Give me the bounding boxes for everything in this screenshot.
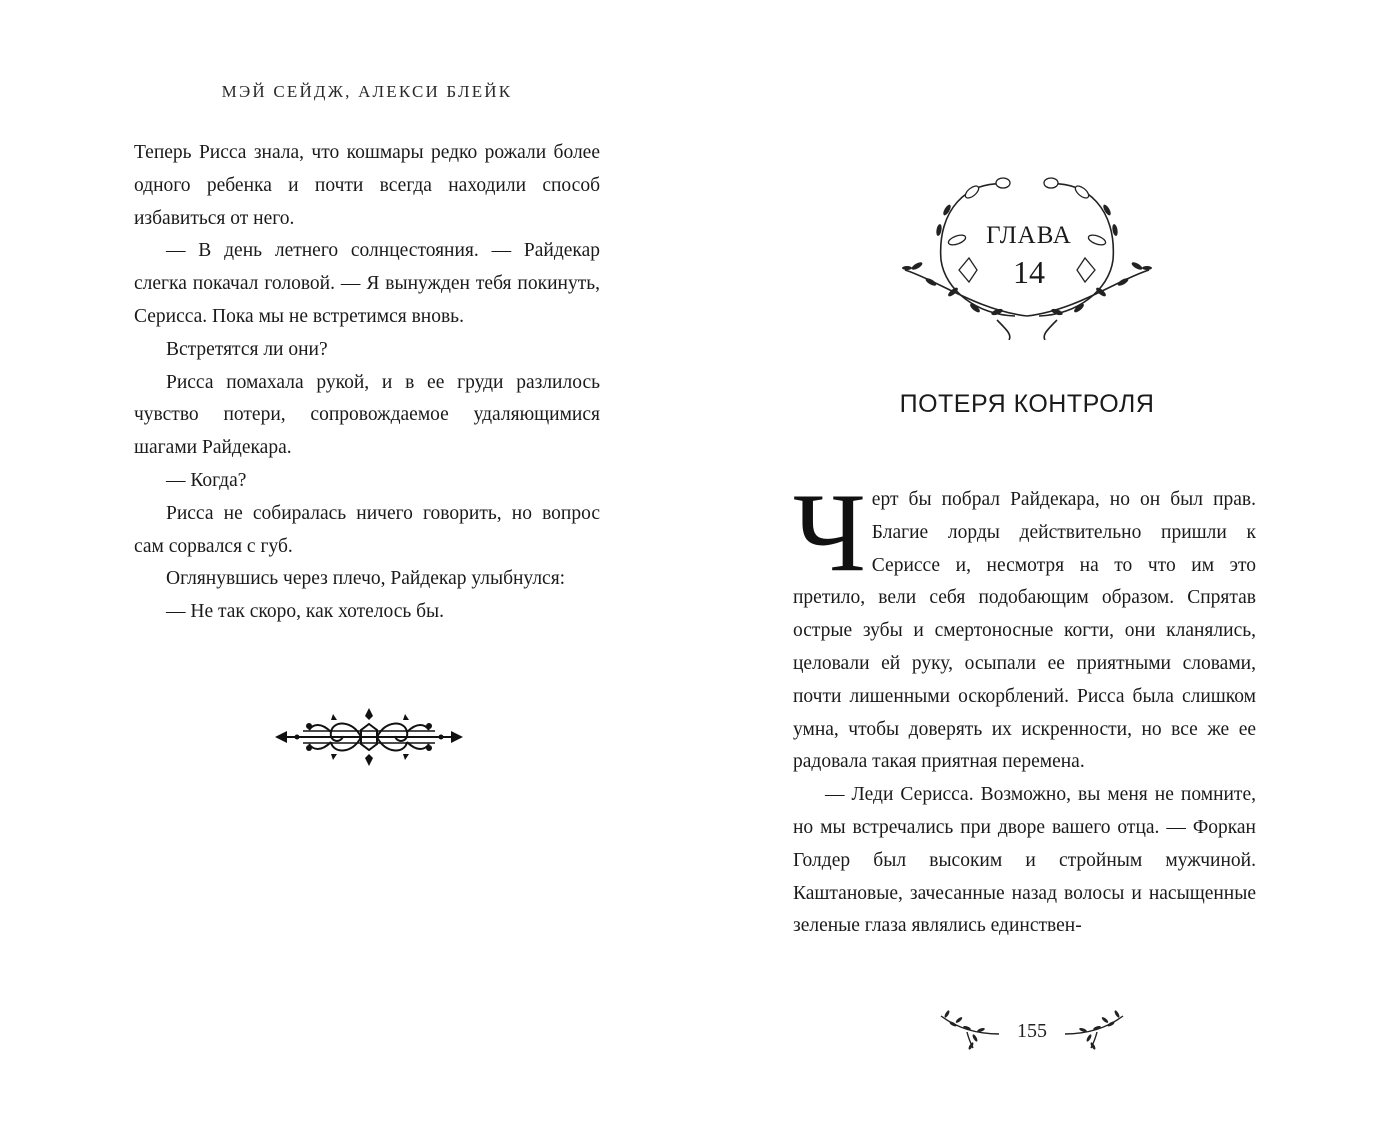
running-head-authors: МЭЙ СЕЙДЖ, АЛЕКСИ БЛЕЙК: [221, 82, 513, 101]
paragraph: — Не так скоро, как хотелось бы.: [166, 601, 445, 623]
vine-ornament-left-icon: [937, 1008, 1001, 1052]
left-body-text: [134, 137, 600, 629]
paragraph: Встретятся ли они?: [166, 338, 328, 360]
chapter-label: ГЛАВА: [986, 222, 1072, 249]
chapter-title: ПОТЕРЯ КОНТРОЛЯ: [899, 389, 1155, 418]
paragraph: Теперь Рисса знала, что кошмары редко рожали более одного ребенка и почти всегда находили способ избавиться от него.: [134, 142, 600, 229]
paragraph: Оглянувшись через плечо, Райдекар улыбнулся:: [166, 568, 566, 590]
paragraph: Рисса помахала рукой, и в ее груди разлилось чувство потери, сопровождаемое удаляющимися шагами Райдекара.: [134, 371, 600, 459]
paragraph: — Когда?: [166, 469, 247, 491]
paragraph: Рисса не собиралась ничего говорить, но вопрос сам сорвался с губ.: [134, 502, 600, 557]
paragraph: — В день летнего солнцестояния. — Райдекар слегка покачал головой. — Я вынужден тебя покинуть, Серисса. Пока мы не встретимся вновь.: [134, 240, 600, 327]
right-page: [697, 0, 1394, 1125]
paragraph-text: ерт бы побрал Райдекара, но он был прав. Благие лорды действительно пришли к Сериссе и, несмотря на то что им это претило, вели себя подобающим образом. Спрятав острые зубы и смертоносные когти, они кланялись, целовали ей руку, осыпали ее приятными словами, почти лишенными оскорблений. Рисса была слишком умна, чтобы доверять их искренности, но все же ее радовала такая приятная перемена.: [793, 489, 1256, 773]
page-folio: [937, 1008, 1127, 1058]
page-number: 155: [1017, 1020, 1047, 1042]
vine-ornament-right-icon: [1063, 1008, 1127, 1052]
opening-paragraph: [793, 471, 1256, 779]
chapter-number: 14: [1013, 254, 1045, 290]
paragraph: — Леди Серисса. Возможно, вы меня не помните, но мы встречались при дворе вашего отца. — Форкан Голдер был высоким и стройным мужчиной. Каштановые, зачесанные назад волосы и насыщенные зеленые глаза являлись единствен-: [793, 784, 1256, 937]
drop-cap: Ч: [793, 471, 866, 595]
scroll-ornament-icon: [273, 706, 465, 768]
right-body-text: [793, 471, 1256, 943]
